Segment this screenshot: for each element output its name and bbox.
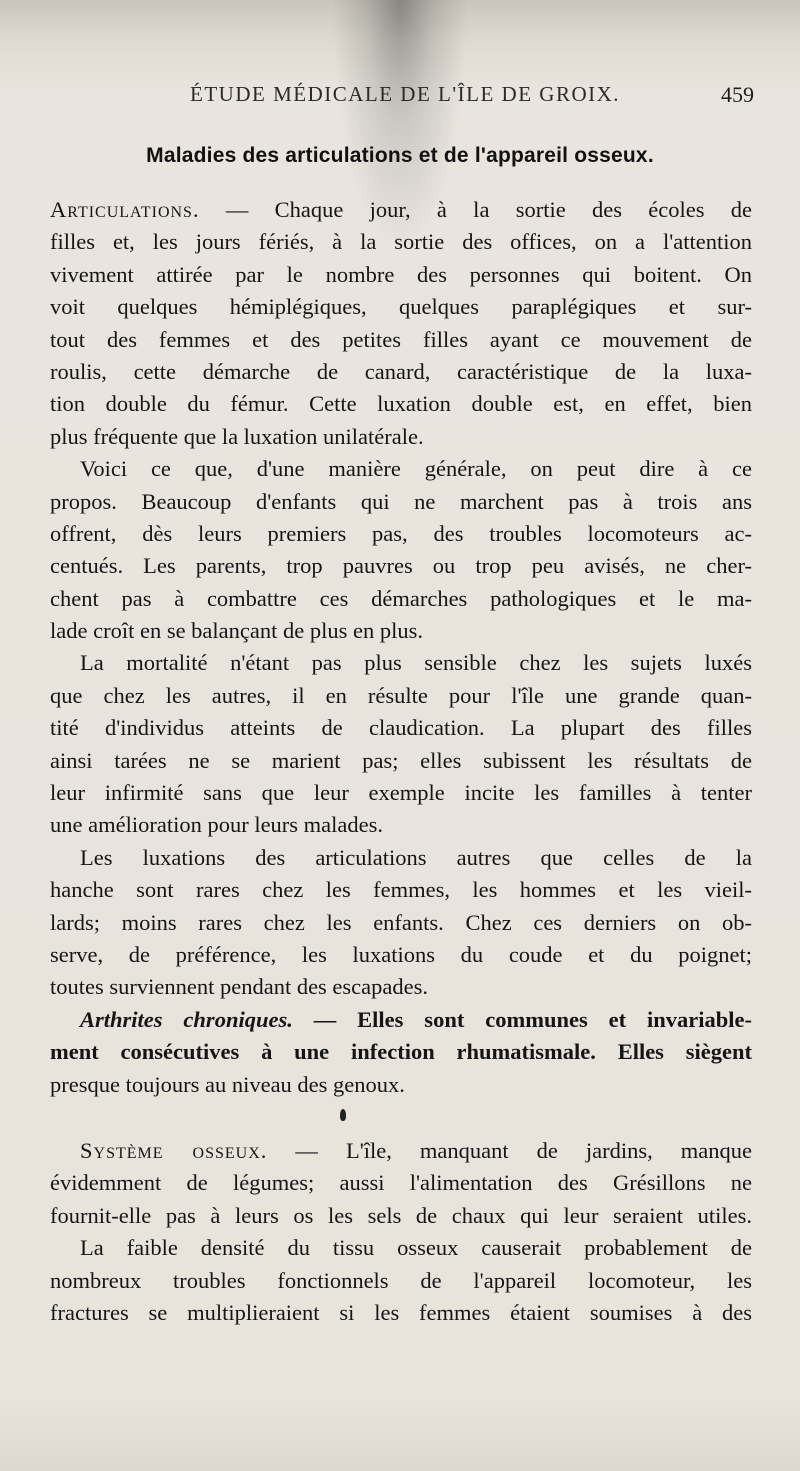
text-line: leur infirmité sans que leur exemple incite les familles à tenter bbox=[50, 780, 752, 806]
text-line: vivement attirée par le nombre des personnes qui boitent. On bbox=[50, 261, 752, 287]
text-line: tout des femmes et des petites filles ayant ce mouvement de bbox=[50, 326, 752, 352]
text-line: hanche sont rares chez les femmes, les hommes et les vieil- bbox=[50, 877, 752, 903]
ink-mark bbox=[340, 1109, 346, 1121]
text-line: roulis, cette démarche de canard, caractéristique de la luxa- bbox=[50, 358, 752, 384]
text-line: fractures se multiplieraient si les femmes étaient soumises à des bbox=[50, 1299, 752, 1325]
text-line: La faible densité du tissu osseux causerait probablement de bbox=[80, 1235, 752, 1261]
text-line: tité d'individus atteints de claudication. La plupart des filles bbox=[50, 715, 752, 741]
paragraph-lead: Articulations. bbox=[50, 197, 200, 222]
text-line: propos. Beaucoup d'enfants qui ne marchent pas à trois ans bbox=[50, 488, 752, 514]
section-title: Maladies des articulations et de l'appareil osseux. bbox=[146, 144, 654, 167]
line-text: — Chaque jour, à la sortie des écoles de bbox=[199, 197, 752, 222]
text-line: Voici ce que, d'une manière générale, on peut dire à ce bbox=[80, 456, 752, 482]
running-head bbox=[0, 82, 800, 112]
text-line: Les luxations des articulations autres que celles de la bbox=[80, 844, 752, 870]
text-line: une amélioration pour leurs malades. bbox=[50, 812, 384, 838]
text-line bbox=[50, 1004, 752, 1036]
running-title: ÉTUDE MÉDICALE DE L'ÎLE DE GROIX. bbox=[190, 82, 621, 106]
text-line: évidemment de légumes; aussi l'alimentation des Grésillons ne bbox=[50, 1170, 752, 1196]
text-line: serve, de préférence, les luxations du coude et du poignet; bbox=[50, 941, 752, 967]
text-line: chent pas à combattre ces démarches pathologiques et le ma- bbox=[50, 585, 752, 611]
text-line: La mortalité n'étant pas plus sensible chez les sujets luxés bbox=[80, 650, 752, 676]
text-line bbox=[50, 194, 752, 226]
text-line: que chez les autres, il en résulte pour l'île une grande quan- bbox=[50, 682, 752, 708]
line-text: — L'île, manquant de jardins, manque bbox=[267, 1137, 752, 1163]
text-line: fournit-elle pas à leurs os les sels de chaux qui leur seraient utiles. bbox=[50, 1202, 752, 1228]
text-line: ainsi tarées ne se marient pas; elles subissent les résultats de bbox=[50, 747, 752, 773]
paragraph-lead: Arthrites chroniques. bbox=[80, 1006, 293, 1032]
text-line: presque toujours au niveau des genoux. bbox=[50, 1071, 405, 1097]
body-text bbox=[50, 194, 752, 1329]
section-gap bbox=[50, 1101, 752, 1135]
paragraph-lead: Système osseux. bbox=[80, 1137, 268, 1163]
text-line: ment consécutives à une infection rhumatismale. Elles siègent bbox=[50, 1039, 752, 1065]
text-line: nombreux troubles fonctionnels de l'appareil locomoteur, les bbox=[50, 1267, 752, 1293]
text-line: voit quelques hémiplégiques, quelques paraplégiques et sur- bbox=[50, 294, 752, 320]
text-line: centués. Les parents, trop pauvres ou trop peu avisés, ne cher- bbox=[50, 553, 752, 579]
text-line: tion double du fémur. Cette luxation double est, en effet, bien bbox=[50, 391, 752, 417]
text-line: lards; moins rares chez les enfants. Chez ces derniers on ob- bbox=[50, 909, 752, 935]
text-line: offrent, dès leurs premiers pas, des troubles locomoteurs ac- bbox=[50, 520, 752, 546]
text-line: toutes surviennent pendant des escapades. bbox=[50, 974, 429, 1000]
line-text: — Elles sont communes et invariable- bbox=[292, 1006, 752, 1032]
text-line: lade croît en se balançant de plus en plus. bbox=[50, 618, 423, 644]
page-number: 459 bbox=[721, 82, 754, 107]
text-line: filles et, les jours fériés, à la sortie des offices, on a l'attention bbox=[50, 229, 752, 255]
text-line bbox=[50, 1135, 752, 1167]
text-line: plus fréquente que la luxation unilatérale. bbox=[50, 423, 424, 449]
